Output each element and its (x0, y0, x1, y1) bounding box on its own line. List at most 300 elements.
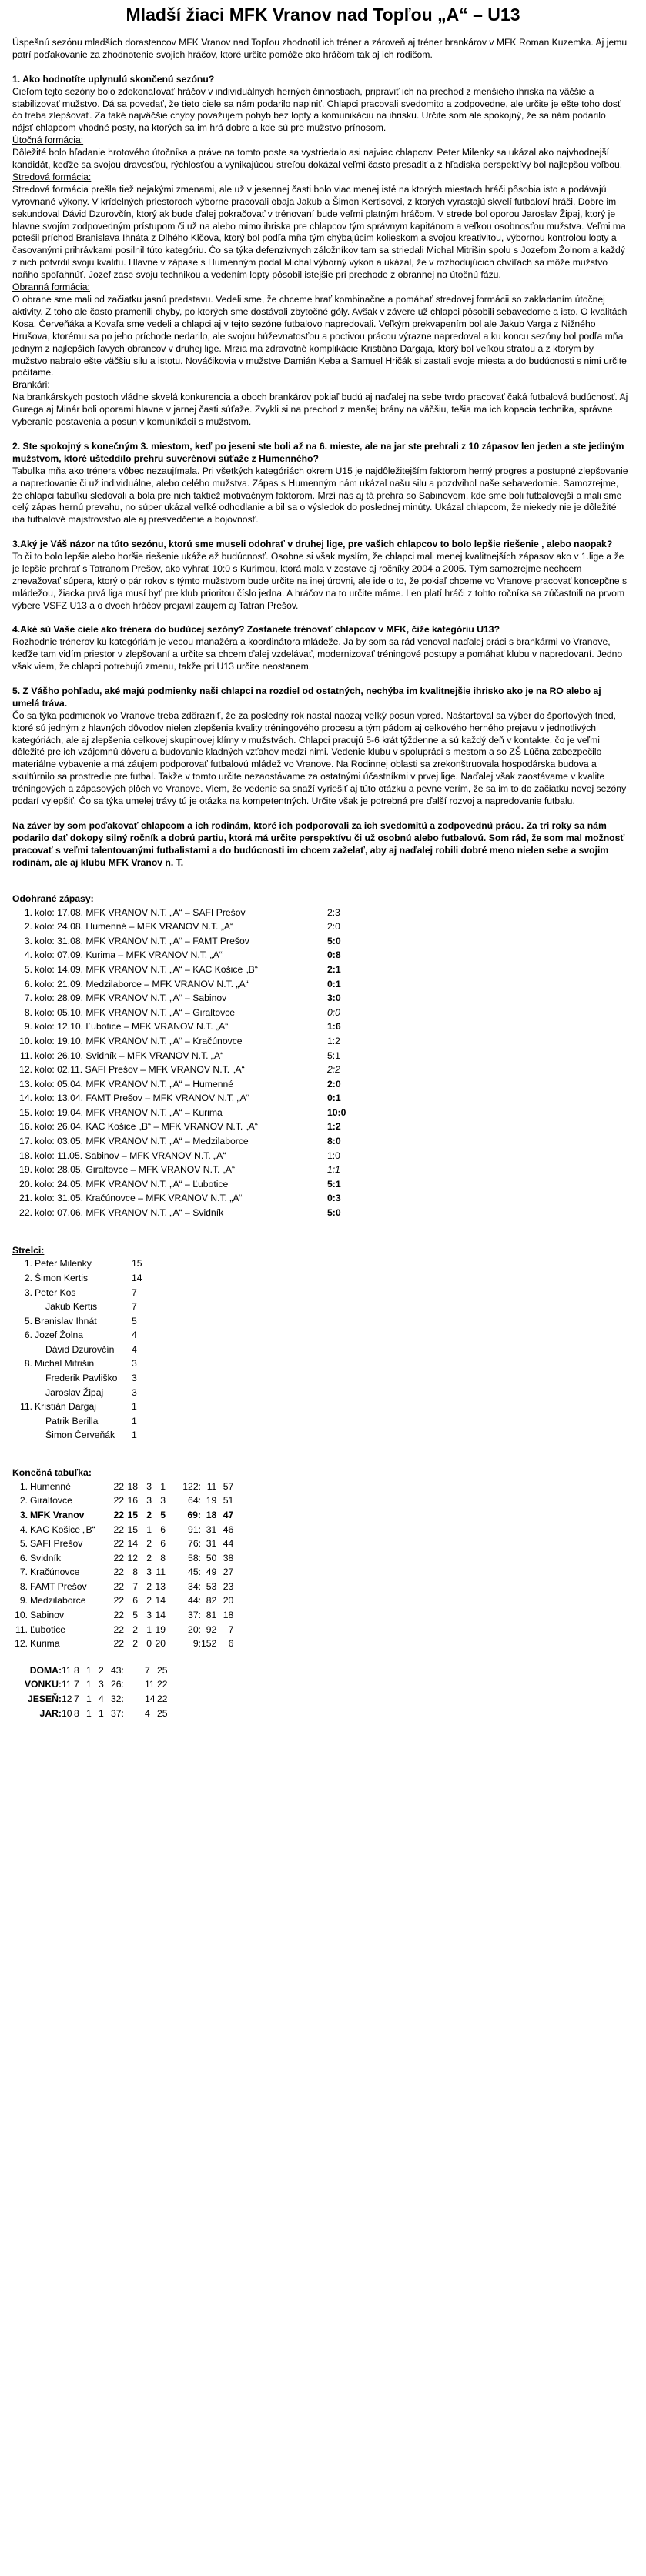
summary-wins: 8 (74, 1664, 79, 1676)
match-round-number: 19. (19, 1164, 32, 1176)
summary-wins: 8 (74, 1707, 79, 1719)
scorer-row (12, 1357, 162, 1372)
summary-table (12, 1663, 169, 1720)
standings-played: 22 (113, 1538, 124, 1550)
scorer-row (12, 1343, 162, 1358)
summary-points: 25 (157, 1664, 168, 1676)
standings-draws: 2 (146, 1580, 152, 1592)
scorer-rank: 11. (19, 1401, 32, 1413)
scorer-row (12, 1272, 162, 1286)
match-description: kolo: 31.05. Kračúnovce – MFK VRANOV N.T. „A“ (35, 1193, 243, 1204)
standings-position: 7. (19, 1567, 28, 1578)
scorer-name: Šimon Kertis (35, 1272, 89, 1283)
summary-losses: 3 (99, 1679, 104, 1690)
standings-goals-for: 64: (188, 1495, 201, 1507)
standings-goals-for: 20: (188, 1623, 201, 1635)
standings-played: 22 (113, 1552, 124, 1563)
scorer-row (12, 1415, 162, 1430)
standings-wins: 2 (132, 1638, 138, 1650)
match-round-number: 18. (19, 1150, 32, 1161)
standings-team: Kurima (30, 1638, 60, 1650)
standings-losses: 11 (156, 1567, 166, 1578)
summary-goals-against: 4 (145, 1707, 150, 1719)
scorers-table (12, 1257, 162, 1443)
match-round-number: 3. (24, 935, 32, 946)
standings-team: Sabinov (30, 1610, 65, 1621)
standings-position: 3. (19, 1509, 28, 1520)
match-description: kolo: 26.04. KAC Košice „B“ – MFK VRANOV N.T. „A“ (35, 1121, 258, 1133)
match-score: 0:3 (327, 1193, 341, 1204)
section-q4 (12, 624, 629, 673)
scorer-row (12, 1300, 162, 1315)
summary-wins: 7 (74, 1693, 79, 1704)
standings-goals-for: 58: (188, 1552, 201, 1563)
standings-row (12, 1609, 233, 1623)
match-description: kolo: 28.05. Giraltovce – MFK VRANOV N.T. „A“ (35, 1164, 236, 1176)
scorer-rank: 3. (24, 1286, 32, 1298)
match-round-number: 20. (19, 1178, 32, 1190)
standings-played: 22 (113, 1567, 124, 1578)
match-score: 5:1 (327, 1049, 340, 1061)
summary-row (12, 1678, 169, 1693)
scorer-name: Branislav Ihnát (35, 1315, 97, 1326)
match-description: kolo: 24.08. Humenné – MFK VRANOV N.T. „A“ (35, 921, 234, 933)
standings-draws: 0 (146, 1638, 152, 1650)
standings-losses: 6 (160, 1538, 166, 1550)
match-score: 3:0 (327, 993, 341, 1004)
match-round-number: 21. (19, 1193, 32, 1204)
standings-goals-against: 50 (206, 1552, 217, 1563)
match-description: kolo: 07.06. MFK VRANOV N.T. „A“ – Svidník (35, 1207, 224, 1219)
standings-row (12, 1551, 233, 1566)
match-row (12, 1178, 373, 1193)
standings-draws: 3 (146, 1610, 152, 1621)
standings-row (12, 1637, 233, 1652)
standings-wins: 8 (132, 1567, 138, 1578)
match-description: kolo: 12.10. Ľubotice – MFK VRANOV N.T. „A“ (35, 1021, 229, 1033)
scorer-goals: 14 (132, 1272, 142, 1283)
standings-goals-against: 31 (206, 1538, 217, 1550)
summary-label: JAR: (39, 1707, 62, 1719)
match-score: 2:0 (327, 1078, 341, 1089)
match-description: kolo: 11.05. Sabinov – MFK VRANOV N.T. „A“ (35, 1150, 226, 1161)
match-score: 5:0 (327, 1207, 341, 1219)
standings-row (12, 1494, 233, 1509)
match-row (12, 1163, 373, 1178)
standings-goals-for: 37: (188, 1610, 201, 1621)
standings-points: 7 (228, 1623, 234, 1635)
summary-points: 22 (157, 1679, 168, 1690)
scorer-goals: 1 (132, 1401, 137, 1413)
standings-losses: 3 (160, 1495, 166, 1507)
answer-4: Rozhodnie trénerov ku kategóriám je vecou manažéra a koordinátora mládeže. Ja by som sa rád venoval naďalej práci s brankármi vo Vranove, keďže tam vidím priestor v zlepšovaní a určite sa chcem ďalej vzdelávať, modernizovať tréningové postupy a pomáhať klubu v napredovaní. Jedno však viem, že chlapci potrebujú zmenu, takže pri U13 určite neostanem. (12, 636, 623, 672)
scorer-row (12, 1372, 162, 1386)
summary-points: 25 (157, 1707, 168, 1719)
match-score: 2:3 (327, 906, 340, 918)
scorer-row (12, 1400, 162, 1415)
scorer-row (12, 1314, 162, 1329)
match-score: 2:0 (327, 921, 340, 933)
match-row (12, 934, 373, 949)
standings-team: Medzilaborce (30, 1595, 86, 1607)
scorer-goals: 1 (132, 1430, 137, 1441)
standings-draws: 1 (146, 1623, 152, 1635)
standings-points: 18 (223, 1610, 234, 1621)
summary-losses: 1 (99, 1707, 104, 1719)
scorer-goals: 3 (132, 1373, 137, 1384)
summary-label: VONKU: (24, 1679, 62, 1690)
standings-goals-for: 76: (188, 1538, 201, 1550)
summary-draws: 1 (86, 1707, 92, 1719)
scorer-rank: 1. (24, 1258, 32, 1270)
standings-heading: Konečná tabuľka: (12, 1467, 92, 1479)
standings-team: Giraltovce (30, 1495, 72, 1507)
match-row (12, 1063, 373, 1078)
midfield-formation-heading: Stredová formácia: (12, 171, 92, 182)
match-round-number: 10. (19, 1035, 32, 1046)
match-row (12, 949, 373, 963)
standings-goals-against: 82 (206, 1595, 217, 1607)
standings-team: SAFI Prešov (30, 1538, 83, 1550)
standings-wins: 18 (127, 1480, 138, 1492)
standings-position: 9. (19, 1595, 28, 1607)
match-round-number: 4. (24, 949, 32, 961)
scorers-heading: Strelci: (12, 1245, 45, 1256)
defense-formation-text: O obrane sme mali od začiatku jasnú predstavu. Vedeli sme, že chceme hrať kombinačne a pomáhať stredovej formácii so zakladaním útočnej aktivity. Z toho ale často pramenili chyby, po ktorých sme dostávali zbytočné góly. Avšak v závere už chlapci pôsobili sebavedome a isto. O kvalitách Kosa, Červeňáka a Kovaľa sme vedeli a chlapci aj v tejto sezóne futbalovo napredovali. Veľkým prekvapením bol ale Jakub Varga z Nižného Hrušova, ktorému sa po jeho príchode nedarilo, ale svojou húževnatosťou a poctivou prácou výrazne napredoval a ku koncu sezóny bol podľa mňa jedným z najlepších ľavých obrancov v druhej lige. Mrzia ma zdravotné komplikácie Kristiána Dargaja, ktorý bol veľkou stratou a z ktorým by mužstvo nabralo ešte väčšiu silu a istotu. Nováčikovia v mužstve Damián Keba a Samuel Hričák si zastali svoje miesta a do budúcnosti s nimi určite počítame. (12, 294, 628, 379)
section-q3 (12, 539, 629, 612)
standings-wins: 12 (127, 1552, 138, 1563)
summary-wins: 7 (74, 1679, 79, 1690)
summary-goals-against: 7 (145, 1664, 150, 1676)
match-score: 2:1 (327, 963, 341, 975)
match-round-number: 15. (19, 1106, 32, 1118)
standings-played: 22 (113, 1523, 124, 1535)
summary-losses: 4 (99, 1693, 104, 1704)
summary-draws: 1 (86, 1679, 92, 1690)
scorer-rank (12, 1386, 35, 1400)
standings-draws: 3 (146, 1495, 152, 1507)
scorer-name: Šimon Červeňák (45, 1430, 115, 1441)
match-description: kolo: 28.09. MFK VRANOV N.T. „A“ – Sabinov (35, 993, 227, 1004)
section-q5 (12, 686, 629, 808)
midfield-formation-text: Stredová formácia prešla tiež nejakými zmenami, ale už v jesennej časti bolo viac menej isté na ktorých miestach hráči pôsobia isto a podávajú vyrovnané výkony. V krídelných priestoroch výborne pracovali obaja Jakub a Šimon Kertisovci, z ktorých vyrastajú skvelí futbaloví hráči. Dobre im sekundoval Dávid Dzurovčín, ktorý ak bude ďalej pokračovať v trénovaní bude veľmi platným hráčom. V strede bol oporou Jaroslav Žipaj, ktorý je hlavne svojím zodpovedným prístupom či už na alebo mimo ihriska pre chlapcov tým správnym kapitánom a veľkou osobnosťou mužstva. Veľmi ma potešil príchod Branislava Ihnáta z Dlhého Klčova, ktorý bol podľa mňa tým chýbajúcim kolieskom a svojou kreativitou, výbornou kontrolou lopty a časovanými prihrávkami posilnil túto kategóriu. Čo sa týka defenzívnych záložníkov tam sa striedali Michal Mitrišin spolu s Jozefom Žolnom a každý z nich potvrdil svoju kvalitu. Hlavne v zápase s Humenným podal Michal výborný výkon a ukázal, že v rozhodujúcich chvíľach sa môže mužstvo naňho spoľahnúť. Jozef zase svoju technikou a vedením lopty pôsobil istejšie pri prechode z obrannej na útočnú fázu. (12, 183, 626, 281)
standings-goals-against: 81 (206, 1610, 217, 1621)
scorer-rank: 5. (24, 1315, 32, 1326)
section-q1 (12, 74, 629, 429)
match-round-number: 12. (19, 1064, 32, 1076)
standings-team: FAMT Prešov (30, 1580, 87, 1592)
standings-played: 22 (113, 1495, 124, 1507)
match-row (12, 1149, 373, 1163)
standings-position: 5. (19, 1538, 28, 1550)
scorer-name: Kristián Dargaj (35, 1401, 96, 1413)
standings-losses: 1 (160, 1480, 166, 1492)
standings-wins: 16 (127, 1495, 138, 1507)
scorer-name: Patrik Berilla (45, 1415, 99, 1426)
matches-heading: Odohrané zápasy: (12, 893, 94, 905)
standings-goals-against: 18 (206, 1509, 217, 1520)
scorer-row (12, 1257, 162, 1272)
summary-losses: 2 (99, 1664, 104, 1676)
standings-row (12, 1480, 233, 1494)
match-row (12, 1077, 373, 1092)
standings-wins: 15 (127, 1523, 138, 1535)
standings-points: 44 (223, 1538, 234, 1550)
standings-row (12, 1566, 233, 1580)
match-description: kolo: 05.04. MFK VRANOV N.T. „A“ – Humenné (35, 1078, 234, 1089)
standings-losses: 14 (155, 1610, 166, 1621)
answer-2: Tabuľka mňa ako trénera vôbec nezaujímala. Pri všetkých kategóriách okrem U15 je najdôležitejším faktorom herný progres a postupné zlepšovanie a napredovanie či už individuálne, alebo celého mužstva. Zápas s Humenným nám ukázal našu silu a pozdvihol naše sebavedomie. Samozrejme, že chlapci tabuľku sledovali a bola pre nich taktiež motivačným faktorom. Mrzí nás aj tá prehra so Sabinovom, kde sme boli futbalovejší a mali sme celý zápas hernú prevahu, no súper ukázal veľké odhodlanie a bil sa o výsledok do poslednej minúty. Ukázal chlapcom, že niekedy nie je dôležité iba futbalové majstrovstvo ale aj presvedčenie a bojovnosť. (12, 465, 628, 526)
standings-goals-for: 44: (188, 1595, 201, 1607)
goalkeepers-text: Na brankárskych postoch vládne skvelá konkurencia a oboch brankárov pokiaľ budú aj naďalej na sebe tvrdo pracovať čaká futbalová budúcnosť. Aj Gurega aj Minár boli oporami hlavne v jarnej časti súťaže. Zvykli si na prechod z menšej brány na väčšiu, tešia ma ich kopacia technika, správne vyberanie postavenia a posun v komunikácii s mužstvom. (12, 392, 628, 428)
standings-team: Humenné (30, 1480, 71, 1492)
scorer-rank (12, 1300, 35, 1315)
standings-losses: 19 (155, 1623, 166, 1635)
standings-points: 47 (223, 1509, 234, 1520)
standings-losses: 20 (155, 1638, 166, 1650)
standings-points: 38 (223, 1552, 234, 1563)
scorer-rank (12, 1429, 35, 1443)
scorer-name: Jakub Kertis (45, 1301, 98, 1313)
match-round-number: 11. (19, 1049, 32, 1061)
standings-goals-against: 92 (206, 1623, 217, 1635)
scorer-name: Michal Mitrišin (35, 1358, 95, 1370)
answer-5: Čo sa týka podmienok vo Vranove treba zdôrazniť, že za posledný rok nastal naozaj veľký posun vpred. Naštartoval sa výber do športových tried, ktoré sú jedným z hlavných dôvodov nielen zlepšenia kvality tréningového procesu a tým pádom aj celkového herného prejavu v jednotlivých kategóriách, ale aj zlepšenia celkovej skupinovej klímy v mužstvách. Chlapci pracujú 5-6 krát týždenne a sú každý deň v kontakte, čo je veľmi dôležité pre ich vzájomnú dôveru a budovanie kladných vzťahov medzi nimi. Vedenie klubu v spolupráci s mestom a so ZŠ Lúčna zabezpečilo materiálne vybavenie a má záujem podporovať futbalovú mládež vo Vranove. Na Rodinnej oblasti sa zrekonštruovala hospodárska budova a skultúrnilo sa prostredie pre futbal. Takže v tomto určite nezaostávame za ostatnými účastníkmi v prvej lige. Naďalej však zaostávame v kvalite tréningových a zápasových plôch vo Vranove. Viem, že vedenie sa snaží vyriešiť aj túto otázku a pevne verím, že sa im to do začiatku novej sezóny podarí vylepšiť. Čo sa týka umelej trávy tú je otázka na kompetentných. Určite však je potrebná pre ďalší rozvoj a napredovanie futbalu. (12, 709, 627, 807)
standings-points: 57 (223, 1480, 234, 1492)
standings-team: Kračúnovce (30, 1567, 80, 1578)
standings-losses: 6 (160, 1523, 166, 1535)
standings-wins: 2 (132, 1623, 138, 1635)
goalkeepers-heading: Brankári: (12, 379, 50, 391)
scorer-name: Jaroslav Žipaj (45, 1386, 104, 1398)
match-description: kolo: 21.09. Medzilaborce – MFK VRANOV N.T. „A“ (35, 978, 249, 989)
standings-table (12, 1480, 233, 1651)
answer-1: Cieľom tejto sezóny bolo zdokonaľovať hráčov v individuálnych herných činnostiach, pripraviť ich na prechod z menšieho ihriska na väčšie a stabilizovať mužstvo. Dá sa povedať, že tieto ciele sa nám podarilo naplniť. Chlapci pracovali svedomito a zodpovedne, ale určite je ešte toho dosť čo treba zlepšovať. Za také najväčšie chyby považujem pohyb bez lopty a komunikáciu na ihrisku. Určite som ale spokojný, že sa nám podarilo nájsť chlapcom vhodné posty, na ktorých sa im hrá dobre a kde sú pre mužstvo prínosom. (12, 85, 621, 134)
standings-points: 46 (223, 1523, 234, 1535)
scorer-goals: 15 (132, 1258, 142, 1270)
standings-goals-against: 31 (206, 1523, 217, 1535)
scorer-goals: 7 (132, 1286, 137, 1298)
standings-team: KAC Košice „B“ (30, 1523, 95, 1535)
summary-played: 11 (62, 1679, 72, 1690)
match-round-number: 5. (24, 963, 32, 975)
closing-paragraph: Na záver by som poďakovať chlapcom a ich rodinám, ktoré ich podporovali za ich svedomitú a zodpovednú prácu. Za tri roky sa nám podarilo dať dokopy silný ročník a dobrú partiu, ktorá má určite perspektívu či už osobnú alebo futbalovú. Som rád, že som mal možnosť pracovať s veľmi talentovanými futbalistami a do budúcnosti im chcem zaželať, aby aj naďalej robili dobré meno nielen sebe a svojim rodinám, ale aj klubu MFK Vranov n. T. (12, 819, 625, 868)
standings-draws: 2 (146, 1509, 152, 1520)
match-row (12, 920, 373, 935)
match-score: 1:2 (327, 1121, 341, 1133)
match-description: kolo: 26.10. Svidník – MFK VRANOV N.T. „A“ (35, 1049, 224, 1061)
match-score: 5:1 (327, 1178, 341, 1190)
match-round-number: 6. (24, 978, 32, 989)
match-round-number: 9. (24, 1021, 32, 1033)
match-round-number: 2. (24, 921, 32, 933)
match-score: 10:0 (327, 1106, 346, 1118)
match-score: 1:1 (327, 1164, 340, 1176)
page-title: Mladší žiaci MFK Vranov nad Topľou „A“ – U13 (126, 5, 520, 25)
standings-wins: 6 (132, 1595, 138, 1607)
standings-goals-against: 11 (206, 1480, 217, 1492)
standings-points: 51 (223, 1495, 234, 1507)
scorer-rank (12, 1372, 35, 1386)
question-5: 5. Z Vášho pohľadu, aké majú podmienky naši chlapci na rozdiel od ostatných, nechýba im kvalitnejšie ihrisko ako je na RO alebo aj umelá tráva. (12, 685, 601, 709)
standings-draws: 2 (146, 1552, 152, 1563)
match-row (12, 1135, 373, 1150)
match-description: kolo: 19.04. MFK VRANOV N.T. „A“ – Kurima (35, 1106, 223, 1118)
standings-draws: 2 (146, 1595, 152, 1607)
match-row (12, 1020, 373, 1035)
question-2: 2. Ste spokojný s konečným 3. miestom, keď po jeseni ste boli až na 6. mieste, ale na jar ste prehrali z 10 zápasov len jeden a ste jediným mužstvom, ktoré ušteddilo prehru suverénovi súťaže z Humenného? (12, 440, 624, 464)
match-row (12, 1049, 373, 1063)
standings-row (12, 1523, 233, 1537)
standings-row (12, 1594, 233, 1609)
scorer-name: Peter Kos (35, 1286, 76, 1298)
match-score: 1:6 (327, 1021, 341, 1033)
standings-goals-against: 19 (206, 1495, 217, 1507)
standings-played: 22 (113, 1623, 124, 1635)
summary-goals-for: 32: (111, 1693, 124, 1704)
defense-formation-heading: Obranná formácia: (12, 282, 90, 293)
section-q2 (12, 441, 629, 526)
question-1: 1. Ako hodnotíte uplynulú skončenú sezónu? (12, 73, 215, 85)
standings-team: Svidník (30, 1552, 61, 1563)
summary-row (12, 1663, 169, 1678)
match-round-number: 8. (24, 1006, 32, 1018)
question-4: 4.Aké sú Vaše ciele ako trénera do budúcej sezóny? Zostanete trénovať chlapcov v MFK, čiže kategóriu U13? (12, 624, 500, 636)
scorer-name: Frederik Pavliško (45, 1373, 118, 1384)
standings-goals-for: 122: (182, 1480, 201, 1492)
summary-points: 22 (157, 1693, 168, 1704)
match-row (12, 1106, 373, 1121)
standings-row (12, 1623, 233, 1637)
match-score: 0:1 (327, 978, 341, 989)
match-description: kolo: 24.05. MFK VRANOV N.T. „A“ – Ľubotice (35, 1178, 229, 1190)
match-round-number: 13. (19, 1078, 32, 1089)
match-score: 2:2 (327, 1064, 340, 1076)
standings-played: 22 (113, 1638, 124, 1650)
standings-goals-for: 9: (192, 1638, 201, 1650)
scorer-goals: 7 (132, 1301, 137, 1313)
answer-3: To či to bolo lepšie alebo horšie riešenie ukáže až budúcnosť. Osobne si však myslím, že chlapci mali menej kvalitnejších zápasov ako v 1.lige a že je lepšie prehrať s Tatranom Prešov, ako vyhrať 10:0 s Kurimou, ktorá mala v zostave aj ročníky 2004 a 2005. Tým samozrejme nechcem znevažovať súpera, ktorý o pár rokov s týmto mužstvom bude určite na inej úrovni, ale ide o to, že pokiaľ chceme vo Vranove pracovať koncepčne s mládežou, žiacka prvá liga musí byť pre klub prioritou číslo jedna. A hráčov na to určite máme. Len platí hráči z tohto ročníka sa zúčastnili na prvom výbere VSFZ U13 a o dvoch hráčov prejavil záujem aj Tatran Prešov. (12, 551, 628, 611)
standings-row (12, 1580, 233, 1595)
standings-goals-against: 49 (206, 1567, 217, 1578)
standings-points: 20 (223, 1595, 234, 1607)
scorer-goals: 4 (132, 1343, 137, 1355)
match-score: 5:0 (327, 935, 341, 946)
match-row (12, 1120, 373, 1135)
standings-points: 6 (228, 1638, 234, 1650)
scorer-rank: 2. (24, 1272, 32, 1283)
match-round-number: 16. (19, 1121, 32, 1133)
scorer-rank (12, 1343, 35, 1358)
standings-row (12, 1537, 233, 1552)
summary-goals-for: 37: (111, 1707, 124, 1719)
standings-position: 4. (19, 1523, 28, 1535)
standings-points: 23 (223, 1580, 234, 1592)
scorer-name: Peter Milenky (35, 1258, 92, 1270)
standings-goals-for: 34: (188, 1580, 201, 1592)
match-description: kolo: 19.10. MFK VRANOV N.T. „A“ – Kračúnovce (35, 1035, 243, 1046)
standings-played: 22 (113, 1480, 124, 1492)
scorer-row (12, 1286, 162, 1300)
standings-draws: 2 (146, 1538, 152, 1550)
match-row (12, 963, 373, 978)
standings-wins: 5 (132, 1610, 138, 1621)
scorer-rank: 6. (24, 1330, 32, 1341)
scorer-name: Jozef Žolna (35, 1330, 84, 1341)
match-description: kolo: 31.08. MFK VRANOV N.T. „A“ – FAMT Prešov (35, 935, 249, 946)
scorer-goals: 4 (132, 1330, 137, 1341)
match-description: kolo: 17.08. MFK VRANOV N.T. „A“ – SAFI Prešov (35, 906, 246, 918)
match-row (12, 1092, 373, 1106)
match-score: 0:1 (327, 1093, 341, 1104)
match-row (12, 1006, 373, 1020)
summary-row (12, 1707, 169, 1721)
match-description: kolo: 02.11. SAFI Prešov – MFK VRANOV N.T. „A“ (35, 1064, 245, 1076)
match-description: kolo: 07.09. Kurima – MFK VRANOV N.T. „A“ (35, 949, 223, 961)
standings-position: 8. (19, 1580, 28, 1592)
summary-label: JESEŇ: (27, 1693, 62, 1704)
standings-row (12, 1509, 233, 1523)
standings-position: 6. (19, 1552, 28, 1563)
scorer-rank: 8. (24, 1358, 32, 1370)
question-3: 3.Aký je Váš názor na túto sezónu, ktorú sme museli odohrať v druhej lige, pre vašich chlapcov to bolo lepšie riešenie , alebo naopak? (12, 539, 613, 550)
article-body (0, 37, 646, 1721)
scorer-goals: 3 (132, 1386, 137, 1398)
summary-draws: 1 (86, 1693, 92, 1704)
match-round-number: 14. (19, 1093, 32, 1104)
forward-formation-text: Dôležité bolo hľadanie hrotového útočníka a práve na tomto poste sa vystriedalo asi najviac chlapcov. Peter Milenky sa ukázal ako najvhodnejší kandidát, keďže sa svojou dravosťou, rýchlosťou a vynikajúcou streľou dokázal veľmi často presadiť a z hľadiska perspektívy bol najlepšou voľbou. (12, 147, 623, 171)
match-round-number: 1. (24, 906, 32, 918)
standings-points: 27 (223, 1567, 234, 1578)
standings-position: 1. (19, 1480, 28, 1492)
summary-label: DOMA: (29, 1664, 62, 1676)
standings-position: 10. (15, 1610, 28, 1621)
standings-wins: 14 (127, 1538, 138, 1550)
standings-draws: 3 (146, 1480, 152, 1492)
scorer-goals: 5 (132, 1315, 137, 1326)
match-row (12, 906, 373, 920)
scorer-rank (12, 1415, 35, 1430)
summary-played: 11 (62, 1664, 72, 1676)
match-description: kolo: 03.05. MFK VRANOV N.T. „A“ – Medzilaborce (35, 1136, 249, 1147)
summary-played: 12 (62, 1693, 72, 1704)
standings-goals-for: 91: (188, 1523, 201, 1535)
match-round-number: 17. (19, 1136, 32, 1147)
standings-position: 2. (19, 1495, 28, 1507)
match-row (12, 1206, 373, 1221)
match-row (12, 977, 373, 992)
standings-losses: 14 (155, 1595, 166, 1607)
standings-wins: 7 (132, 1580, 138, 1592)
standings-goals-against: 152 (201, 1638, 217, 1650)
summary-goals-for: 26: (111, 1679, 124, 1690)
forward-formation-heading: Útočná formácia: (12, 135, 84, 146)
matches-table (12, 906, 373, 1220)
summary-goals-against: 11 (145, 1679, 155, 1690)
match-score: 1:2 (327, 1035, 340, 1046)
summary-row (12, 1693, 169, 1707)
match-score: 0:0 (327, 1006, 340, 1018)
standings-goals-for: 69: (187, 1509, 201, 1520)
summary-goals-for: 43: (111, 1664, 124, 1676)
standings-losses: 5 (160, 1509, 166, 1520)
standings-played: 22 (113, 1595, 124, 1607)
match-row (12, 992, 373, 1006)
standings-team: MFK Vranov (30, 1509, 85, 1520)
match-description: kolo: 05.10. MFK VRANOV N.T. „A“ – Giraltovce (35, 1006, 236, 1018)
match-row (12, 1035, 373, 1049)
standings-draws: 1 (146, 1523, 152, 1535)
